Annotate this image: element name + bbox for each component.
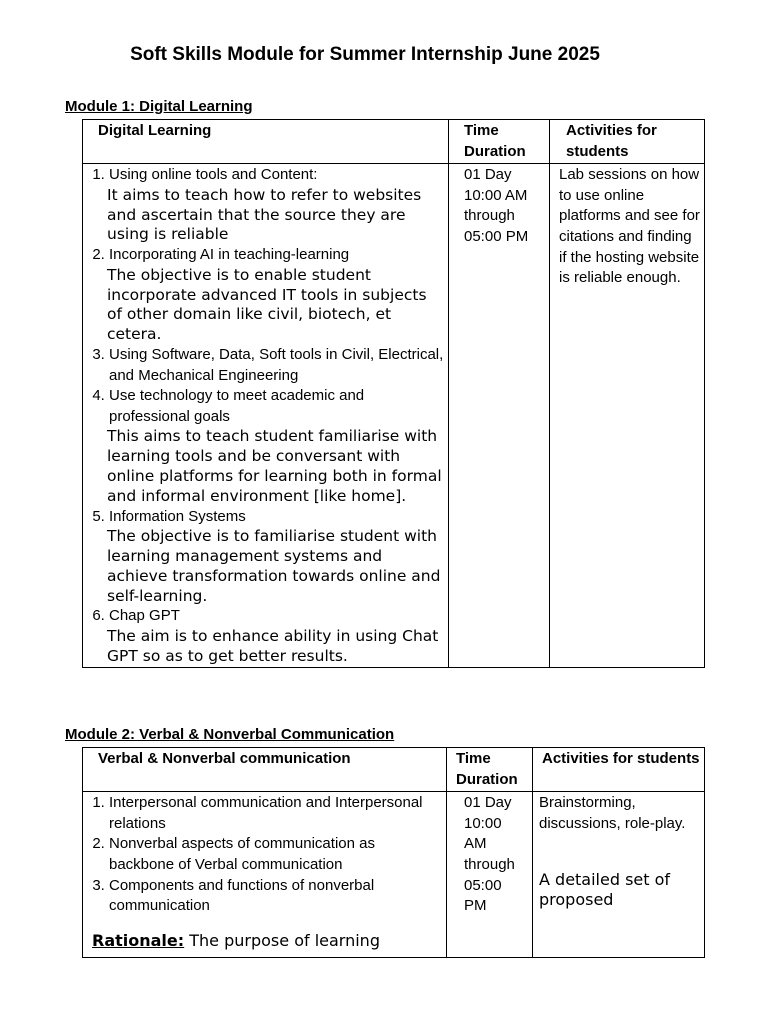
item-description: The objective is to familiarise student with learning management systems and achieve transformation towards online and self-learning.: [107, 527, 441, 605]
list-item: [109, 245, 444, 345]
item-title: 6. Chap GPT: [109, 607, 180, 625]
topic-list: [87, 793, 442, 917]
topic-header: Verbal & Nonverbal communication: [83, 748, 447, 792]
activities-extra: A detailed set of proposed: [539, 870, 671, 910]
item-title: 5. Information Systems: [109, 507, 246, 525]
item-title: 1. Using online tools and Content:: [109, 166, 318, 184]
activities-header: Activities for students: [533, 748, 705, 792]
activities-cell: [533, 792, 705, 958]
item-description: It aims to teach how to refer to websites and ascertain that the source they are using is reliable: [107, 185, 422, 244]
rationale-label: Rationale:: [92, 930, 185, 950]
time-line: through: [464, 207, 515, 225]
list-item: [109, 606, 444, 666]
list-item: [109, 345, 444, 386]
time-line: 01 Day: [464, 166, 512, 184]
item-description: This aims to teach student familiarise with learning tools and be conversant with online platforms for learning both in formal and informal environment [like home].: [107, 427, 442, 505]
module-1-table: [82, 119, 705, 668]
module-2-heading: Module 2: Verbal & Nonverbal Communication: [65, 726, 395, 743]
table-header-row: [83, 748, 705, 792]
list-item: 3. Components and functions of nonverbal communication: [109, 876, 442, 917]
rationale: [92, 931, 442, 951]
item-title: 2. Incorporating AI in teaching-learning: [109, 246, 350, 264]
item-description: The objective is to enable student incorporate advanced IT tools in subjects of other domain like civil, biotech, et cetera.: [107, 265, 427, 344]
list-item: 2. Nonverbal aspects of communication as backbone of Verbal communication: [109, 834, 442, 875]
time-line: PM: [464, 897, 487, 915]
activities-header: Activities for students: [550, 120, 705, 164]
table-row: [83, 164, 705, 668]
time-line: 05:00: [464, 876, 502, 894]
time-cell: [449, 164, 550, 668]
document-title: Soft Skills Module for Summer Internship June 2025: [130, 44, 600, 65]
module-1-heading: Module 1: Digital Learning: [65, 98, 253, 115]
table-row: [83, 792, 705, 958]
time-line: AM: [464, 835, 487, 853]
item-title: 4. Use technology to meet academic and professional goals: [109, 387, 365, 425]
time-cell: [447, 792, 533, 958]
topics-cell: [83, 164, 449, 668]
time-header: Time Duration: [447, 748, 533, 792]
table-header-row: [83, 120, 705, 164]
activities-text: Brainstorming, discussions, role-play.: [539, 794, 686, 832]
rationale-text: The purpose of learning: [189, 930, 380, 950]
time-line: 10:00: [464, 814, 502, 832]
time-header: Time Duration: [449, 120, 550, 164]
topic-header: Digital Learning: [83, 120, 449, 164]
topic-list: [87, 165, 444, 666]
list-item: 1. Interpersonal communication and Interpersonal relations: [109, 793, 442, 834]
item-description: The aim is to enhance ability in using Chat GPT so as to get better results.: [107, 626, 439, 665]
item-title: 3. Using Software, Data, Soft tools in Civil, Electrical, and Mechanical Engineering: [109, 345, 444, 384]
module-2-table: [82, 747, 705, 958]
list-item: [109, 507, 444, 607]
list-item: [109, 386, 444, 506]
time-line: 10:00 AM: [464, 186, 528, 204]
topics-cell: [83, 792, 447, 958]
time-line: through: [464, 855, 515, 873]
time-line: 05:00 PM: [464, 227, 529, 245]
list-item: [109, 165, 444, 245]
time-line: 01 Day: [464, 794, 512, 812]
activities-cell: Lab sessions on how to use online platforms and see for citations and finding if the hosting website is reliable enough.: [550, 164, 705, 668]
